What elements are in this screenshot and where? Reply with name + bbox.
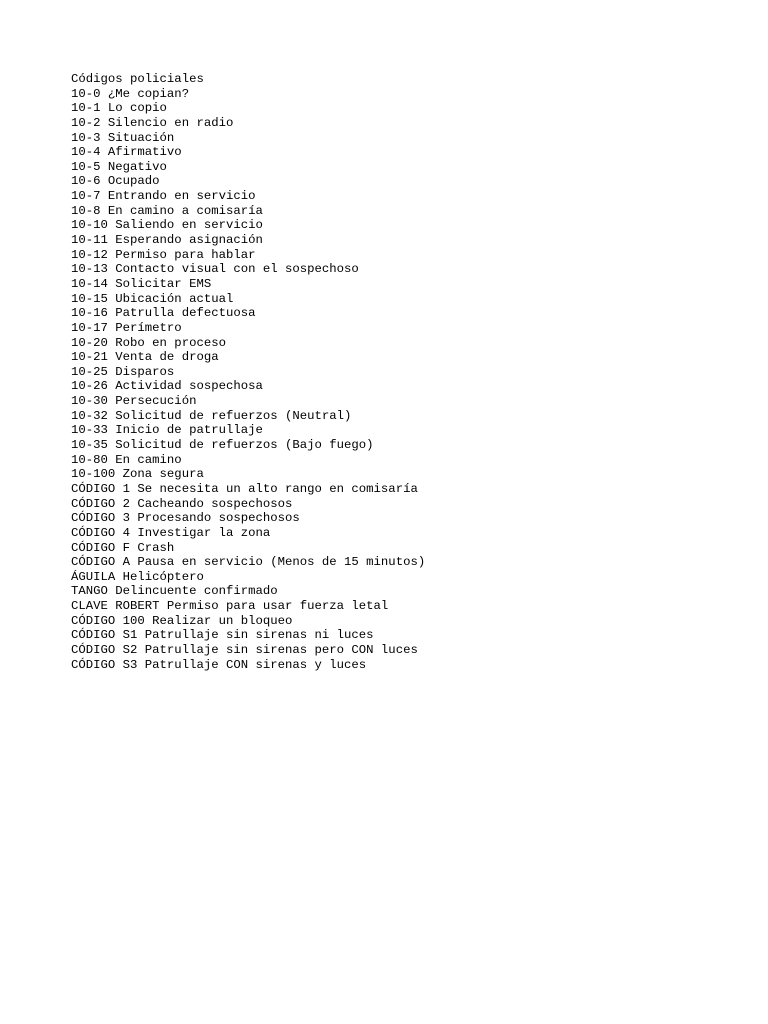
- code-line: 10-14 Solicitar EMS: [71, 276, 212, 291]
- code-line: 10-13 Contacto visual con el sospechoso: [71, 262, 359, 277]
- code-line: 10-80 En camino: [71, 452, 182, 467]
- code-line: CÓDIGO 4 Investigar la zona: [71, 525, 271, 540]
- code-line: 10-30 Persecución: [71, 394, 197, 409]
- code-line: 10-26 Actividad sospechosa: [71, 379, 263, 394]
- code-line: 10-11 Esperando asignación: [71, 233, 263, 248]
- code-line: CLAVE ROBERT Permiso para usar fuerza letal: [71, 599, 389, 614]
- code-line: 10-3 Situación: [71, 130, 175, 145]
- code-line: 10-2 Silencio en radio: [71, 115, 234, 130]
- code-line: 10-32 Solicitud de refuerzos (Neutral): [71, 408, 352, 423]
- code-line: 10-6 Ocupado: [71, 174, 160, 189]
- code-line: 10-17 Perímetro: [71, 320, 182, 335]
- code-line: CÓDIGO S2 Patrullaje sin sirenas pero CON luces: [71, 642, 418, 657]
- code-line: 10-33 Inicio de patrullaje: [71, 423, 263, 438]
- code-line: 10-100 Zona segura: [71, 467, 204, 482]
- code-line: CÓDIGO S1 Patrullaje sin sirenas ni luces: [71, 628, 374, 643]
- code-line: TANGO Delincuente confirmado: [71, 584, 278, 599]
- code-line: CÓDIGO 1 Se necesita un alto rango en comisaría: [71, 481, 418, 496]
- code-line: 10-20 Robo en proceso: [71, 335, 226, 350]
- code-line: 10-16 Patrulla defectuosa: [71, 306, 256, 321]
- code-line: 10-0 ¿Me copian?: [71, 86, 190, 101]
- code-line: CÓDIGO S3 Patrullaje CON sirenas y luces: [71, 657, 367, 672]
- code-list: [71, 87, 731, 673]
- code-line: 10-25 Disparos: [71, 364, 175, 379]
- code-line: 10-8 En camino a comisaría: [71, 203, 263, 218]
- code-line: 10-35 Solicitud de refuerzos (Bajo fuego): [71, 438, 374, 453]
- code-line: 10-7 Entrando en servicio: [71, 189, 256, 204]
- code-line: CÓDIGO A Pausa en servicio (Menos de 15 minutos): [71, 555, 426, 570]
- code-line: 10-12 Permiso para hablar: [71, 247, 256, 262]
- code-line: 10-5 Negativo: [71, 159, 167, 174]
- code-line: 10-4 Afirmativo: [71, 145, 182, 160]
- code-line: 10-10 Saliendo en servicio: [71, 218, 263, 233]
- document-title: Códigos policiales: [71, 72, 204, 86]
- code-line: CÓDIGO F Crash: [71, 540, 175, 555]
- code-line: CÓDIGO 3 Procesando sospechosos: [71, 511, 300, 526]
- code-line: 10-1 Lo copio: [71, 101, 167, 116]
- code-line: 10-15 Ubicación actual: [71, 291, 234, 306]
- code-line: 10-21 Venta de droga: [71, 350, 219, 365]
- code-line: ÁGUILA Helicóptero: [71, 569, 204, 584]
- document-page: [71, 72, 731, 672]
- code-line: CÓDIGO 2 Cacheando sospechosos: [71, 496, 293, 511]
- code-line: CÓDIGO 100 Realizar un bloqueo: [71, 613, 293, 628]
